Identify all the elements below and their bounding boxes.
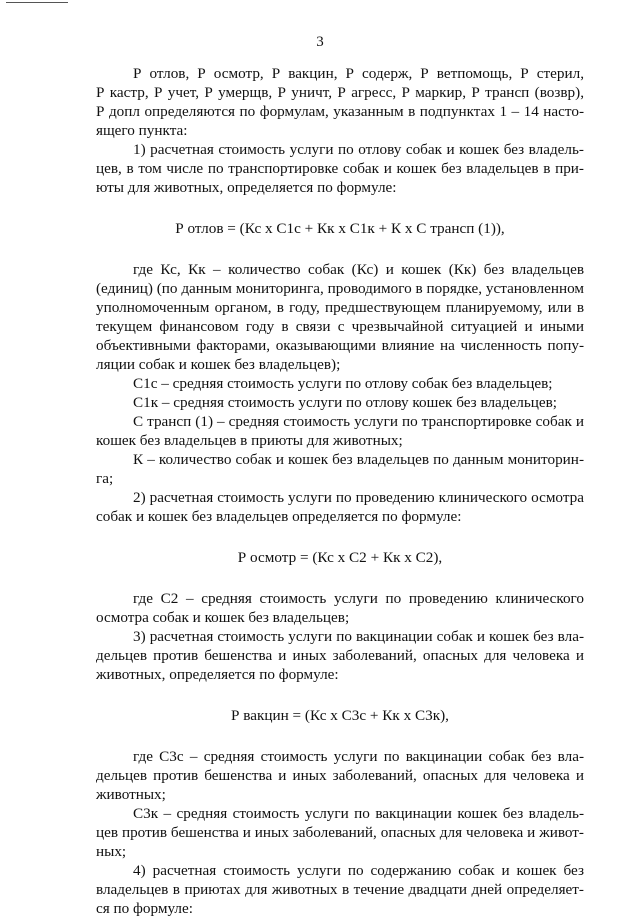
text-line: 2) расчетная стоимость услуги по проведению клинического осмотра: [133, 489, 584, 506]
text-line: животных;: [96, 786, 166, 803]
text-line: объективными факторами, оказывающими влияние на численность попу-: [96, 337, 584, 354]
text-line: га;: [96, 470, 114, 487]
text-line: Р отлов, Р осмотр, Р вакцин, Р содерж, Р ветпомощь, Р стерил,: [133, 65, 584, 82]
formula-otlov: Р отлов = (Кс x С1с + Кк x С1к + К x С трансп (1)),: [175, 220, 505, 237]
formula-vakcin: Р вакцин = (Кс x С3с + Кк x С3к),: [231, 707, 449, 724]
text-line: 4) расчетная стоимость услуги по содержанию собак и кошек без: [133, 862, 584, 879]
text-line: дельцев против бешенства и иных заболеваний, опасных для человека и: [96, 767, 584, 784]
text-line: цев, в том числе по транспортировке собак и кошек без владельцев в при-: [96, 160, 584, 177]
text-line: ных;: [96, 843, 127, 860]
text-line: ящего пункта:: [96, 122, 188, 139]
text-line: осмотра собак и кошек без владельцев;: [96, 609, 350, 626]
text-line: где С2 – средняя стоимость услуги по проведению клинического: [133, 590, 584, 607]
text-line: К – количество собак и кошек без владельцев по данным мониторин-: [133, 451, 584, 468]
text-line: ляции собак и кошек без владельцев);: [96, 356, 341, 373]
text-line: С трансп (1) – средняя стоимость услуги по транспортировке собак и: [133, 413, 584, 430]
text-line: уполномоченным органом, в году, предшествующем планируемому, или в: [96, 299, 584, 316]
text-line: текущем финансовом году в связи с чрезвычайной ситуацией и иными: [96, 318, 584, 335]
document-body: [96, 64, 584, 918]
text-line: Р допл определяются по формулам, указанным в подпунктах 1 – 14 насто-: [96, 103, 584, 120]
text-line: С3к – средняя стоимость услуги по вакцинации кошек без владель-: [133, 805, 584, 822]
text-line: животных, определяется по формуле:: [96, 666, 339, 683]
text-line: кошек без владельцев в приюты для животных;: [96, 432, 403, 449]
text-line: 1) расчетная стоимость услуги по отлову собак и кошек без владель-: [133, 141, 584, 158]
formula-osmotr: Р осмотр = (Кс x С2 + Кк x С2),: [237, 549, 443, 566]
text-line: собак и кошек без владельцев определяется по формуле:: [96, 508, 462, 525]
text-line: ся по формуле:: [96, 900, 193, 917]
page-number: 3: [316, 34, 324, 50]
text-line: дельцев против бешенства и иных заболеваний, опасных для человека и: [96, 647, 584, 664]
text-line: владельцев в приютах для животных в течение двадцати дней определяет-: [96, 881, 584, 898]
text-line: юты для животных, определяется по формуле:: [96, 179, 397, 196]
text-line: цев против бешенства и иных заболеваний, опасных для человека и живот-: [96, 824, 584, 841]
text-line: 3) расчетная стоимость услуги по вакцинации собак и кошек без вла-: [133, 628, 584, 645]
text-line: С1с – средняя стоимость услуги по отлову собак без владельцев;: [133, 375, 553, 392]
text-line: С1к – средняя стоимость услуги по отлову кошек без владельцев;: [133, 394, 558, 411]
text-line: где Кс, Кк – количество собак (Кс) и кошек (Кк) без владельцев: [133, 261, 584, 278]
text-line: Р кастр, Р учет, Р умерщв, Р уничт, Р агресс, Р маркир, Р трансп (возвр),: [96, 84, 584, 101]
text-line: где С3с – средняя стоимость услуги по вакцинации собак без вла-: [133, 748, 584, 765]
text-line: (единиц) (по данным мониторинга, проводимого в порядке, установленном: [96, 280, 584, 297]
top-rule: [6, 2, 68, 3]
